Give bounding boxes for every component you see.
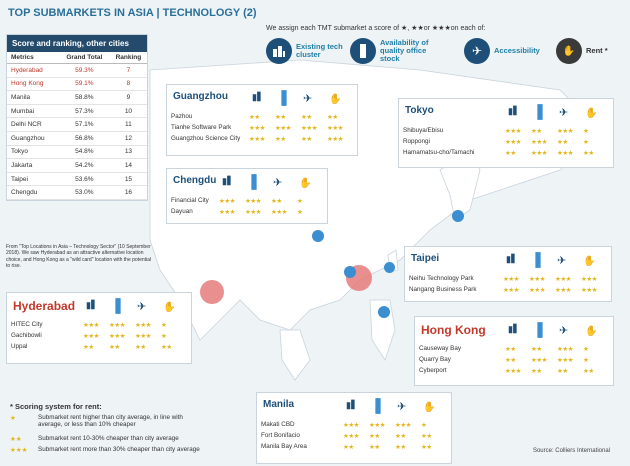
- legend-existing-tech: [266, 38, 356, 64]
- ranking-cell-total: 59.1%: [59, 77, 110, 91]
- ranking-table: [7, 52, 147, 200]
- submarket-name: Neihu Technology Park: [409, 275, 474, 282]
- city-name: Tokyo: [405, 105, 434, 116]
- ranking-cell-total: 53.0%: [59, 186, 110, 200]
- submarket-name: Hamamatsu-cho/Tamachi: [403, 149, 475, 156]
- legend-label: Accessibility: [494, 45, 540, 55]
- ranking-cell-total: 54.8%: [59, 145, 110, 159]
- office-tower-icon: [533, 103, 551, 123]
- office-tower-icon: [111, 297, 129, 317]
- score-stars: ★★: [369, 444, 380, 451]
- score-stars: ★★★: [505, 128, 521, 135]
- rent-hand-icon: ✋: [585, 326, 598, 337]
- score-stars: ★★★: [219, 209, 235, 216]
- score-stars: ★★★: [557, 357, 573, 364]
- score-stars: ★★★: [557, 128, 573, 135]
- ranking-cell-city: Chengdu: [7, 186, 59, 200]
- score-stars: ★★★: [245, 198, 261, 205]
- score-stars: ★★★: [555, 276, 571, 283]
- manila-dot: [378, 306, 390, 318]
- ranking-cell-total: 56.8%: [59, 131, 110, 145]
- score-stars: ★★: [505, 150, 516, 157]
- ranking-cell-rank: 8: [110, 77, 147, 91]
- score-stars: ★★★: [301, 125, 317, 132]
- ranking-cell-total: 58.8%: [59, 91, 110, 105]
- score-stars: ★★: [583, 368, 594, 375]
- ranking-cell-total: 54.2%: [59, 159, 110, 173]
- col-grand-total: Grand Total: [59, 52, 110, 64]
- ranking-row: [7, 77, 147, 91]
- score-stars: ★★: [83, 344, 94, 351]
- ranking-cell-rank: 13: [110, 145, 147, 159]
- office-tower-icon: [277, 89, 295, 109]
- score-stars: ★★: [301, 114, 312, 121]
- score-stars: ★★★: [109, 333, 125, 340]
- submarket-name: Causeway Bay: [419, 345, 461, 352]
- score-stars: ★★: [135, 344, 146, 351]
- card-hongkong: [414, 316, 614, 386]
- buildings-icon: [507, 103, 525, 123]
- score-stars: ★★★: [343, 422, 359, 429]
- legend-label: Existing tech cluster: [296, 41, 343, 59]
- ranking-cell-city: Tokyo: [7, 145, 59, 159]
- submarket-name: Uppal: [11, 343, 28, 350]
- guangzhou-dot: [344, 266, 356, 278]
- score-stars: ★★: [249, 114, 260, 121]
- submarket-name: Manila Bay Area: [261, 443, 307, 450]
- score-stars: ★★: [505, 346, 516, 353]
- score-stars: ★★: [421, 444, 432, 451]
- submarket-name: Pazhou: [171, 113, 193, 120]
- scoring-title: * Scoring system for rent:: [10, 402, 102, 411]
- score-stars: ★★★: [109, 322, 125, 329]
- ranking-row: [7, 91, 147, 105]
- rent-hand-icon: ✋: [423, 402, 436, 413]
- ranking-cell-city: Delhi NCR: [7, 118, 59, 132]
- scoring-text: Submarket rent more than 30% cheaper than city average: [38, 446, 200, 453]
- ranking-cell-total: 57.1%: [59, 118, 110, 132]
- scoring-stars: ★★: [10, 436, 22, 443]
- score-stars: ★★★: [505, 368, 521, 375]
- rent-hand-icon: ✋: [329, 94, 342, 105]
- ranking-table-panel: [6, 34, 148, 201]
- ranking-row: [7, 118, 147, 132]
- score-stars: ★★: [531, 346, 542, 353]
- score-stars: ★★★: [245, 209, 261, 216]
- airplane-icon: ✈: [557, 255, 567, 267]
- score-stars: ★★★: [503, 276, 519, 283]
- card-guangzhou: [166, 84, 358, 156]
- office-tower-icon: [247, 173, 265, 193]
- taipei-dot: [384, 262, 395, 273]
- score-stars: ★★★: [503, 287, 519, 294]
- airplane-icon: ✈: [464, 38, 490, 64]
- score-stars: ★★★: [271, 209, 287, 216]
- score-stars: ★★: [557, 368, 568, 375]
- submarket-name: Quarry Bay: [419, 356, 451, 363]
- legend-label: Rent *: [586, 45, 608, 55]
- score-stars: ★★★: [557, 346, 573, 353]
- score-stars: ★★★: [83, 333, 99, 340]
- score-stars: ★★: [583, 150, 594, 157]
- scoring-stars: ★: [10, 415, 16, 422]
- score-stars: ★★: [327, 114, 338, 121]
- hyderabad-bubble: [200, 280, 224, 304]
- submarket-name: Financial City: [171, 197, 209, 204]
- tokyo-dot: [452, 210, 464, 222]
- submarket-name: Cyberport: [419, 367, 447, 374]
- rent-hand-icon: ✋: [163, 302, 176, 313]
- ranking-cell-rank: 11: [110, 118, 147, 132]
- airplane-icon: ✈: [303, 93, 313, 105]
- legend-office-stock: [350, 38, 440, 64]
- city-name: Chengdu: [173, 175, 217, 186]
- scoring-row: [10, 435, 179, 443]
- ranking-cell-city: Jakarta: [7, 159, 59, 173]
- score-stars: ★★★: [327, 136, 343, 143]
- score-stars: ★★★: [557, 150, 573, 157]
- score-stars: ★: [421, 422, 427, 429]
- score-stars: ★★: [505, 357, 516, 364]
- legend-label: Availability of quality office stock: [380, 37, 429, 64]
- ranking-cell-city: Guangzhou: [7, 131, 59, 145]
- score-stars: ★: [161, 322, 167, 329]
- card-manila: [256, 392, 452, 464]
- submarket-name: HITEC City: [11, 321, 43, 328]
- ranking-row: [7, 159, 147, 173]
- ranking-cell-rank: 16: [110, 186, 147, 200]
- submarket-name: Makati CBD: [261, 421, 295, 428]
- score-stars: ★★★: [529, 276, 545, 283]
- submarket-name: Fort Bonifacio: [261, 432, 300, 439]
- ranking-cell-total: 57.3%: [59, 104, 110, 118]
- city-name: Manila: [263, 399, 295, 410]
- rent-hand-icon: ✋: [299, 178, 312, 189]
- ranking-row: [7, 186, 147, 200]
- score-stars: ★★: [531, 368, 542, 375]
- submarket-name: Shibuya/Ebisu: [403, 127, 444, 134]
- score-stars: ★★★: [135, 333, 151, 340]
- ranking-row: [7, 131, 147, 145]
- submarket-name: Nangang Business Park: [409, 286, 477, 293]
- score-stars: ★★★: [249, 136, 265, 143]
- score-stars: ★★: [369, 433, 380, 440]
- ranking-cell-city: Taipei: [7, 172, 59, 186]
- score-stars: ★★★: [83, 322, 99, 329]
- buildings-icon: [85, 297, 103, 317]
- score-stars: ★★★: [505, 139, 521, 146]
- score-stars: ★★★: [369, 422, 385, 429]
- score-stars: ★★★: [529, 287, 545, 294]
- score-stars: ★: [297, 198, 303, 205]
- ranking-cell-rank: 7: [110, 64, 147, 78]
- ranking-cell-total: 53.6%: [59, 172, 110, 186]
- card-taipei: [404, 246, 612, 302]
- source-note: Source: Colliers International: [532, 448, 610, 454]
- page-title: TOP SUBMARKETS IN ASIA | TECHNOLOGY (2): [8, 7, 257, 19]
- ranking-row: [7, 145, 147, 159]
- score-stars: ★★★: [581, 276, 597, 283]
- score-stars: ★★★: [531, 357, 547, 364]
- score-stars: ★★: [421, 433, 432, 440]
- score-stars: ★★★: [531, 150, 547, 157]
- office-tower-icon: [371, 397, 389, 417]
- score-stars: ★: [583, 128, 589, 135]
- ranking-cell-rank: 14: [110, 159, 147, 173]
- card-chengdu: [166, 168, 328, 224]
- score-stars: ★★: [109, 344, 120, 351]
- score-stars: ★★★: [395, 422, 411, 429]
- scoring-row: [10, 414, 208, 428]
- submarket-name: Dayuan: [171, 208, 193, 215]
- score-header-note: We assign each TMT submarket a score of ★, ★★or ★★★on each of:: [266, 25, 486, 32]
- ranking-title: Score and ranking, other cities: [7, 35, 147, 52]
- submarket-name: Gachibowli: [11, 332, 42, 339]
- score-stars: ★★★: [531, 139, 547, 146]
- city-name: Guangzhou: [173, 91, 228, 102]
- office-tower-icon: [533, 321, 551, 341]
- score-stars: ★: [583, 139, 589, 146]
- airplane-icon: ✈: [559, 325, 569, 337]
- score-stars: ★★: [301, 136, 312, 143]
- buildings-icon: [266, 38, 292, 64]
- score-stars: ★★★: [135, 322, 151, 329]
- score-stars: ★★: [343, 444, 354, 451]
- ranking-row: [7, 64, 147, 78]
- submarket-name: Tianhe Software Park: [171, 124, 232, 131]
- score-stars: ★★★: [327, 125, 343, 132]
- ranking-cell-rank: 12: [110, 131, 147, 145]
- ranking-cell-total: 59.3%: [59, 64, 110, 78]
- col-ranking: Ranking: [110, 52, 147, 64]
- ranking-cell-rank: 15: [110, 172, 147, 186]
- score-stars: ★★: [531, 128, 542, 135]
- buildings-icon: [221, 173, 239, 193]
- legend-accessibility: [464, 38, 554, 64]
- score-stars: ★★★: [275, 125, 291, 132]
- score-stars: ★: [583, 346, 589, 353]
- office-tower-icon: [350, 38, 376, 64]
- ranking-cell-rank: 9: [110, 91, 147, 105]
- card-tokyo: [398, 98, 614, 168]
- score-stars: ★★★: [249, 125, 265, 132]
- ranking-note: From "Top Locations in Asia – Technology Sector" (10 September 2018). We saw Hyderabad as an attractive alternative location choice, and Hong Kong as a "wild card" location with the potential to rise.: [6, 244, 152, 269]
- score-stars: ★: [583, 357, 589, 364]
- ranking-row: [7, 172, 147, 186]
- airplane-icon: ✈: [273, 177, 283, 189]
- score-stars: ★★: [271, 198, 282, 205]
- airplane-icon: ✈: [137, 301, 147, 313]
- ranking-cell-city: Hyderabad: [7, 64, 59, 78]
- score-stars: ★: [161, 333, 167, 340]
- score-stars: ★★★: [219, 198, 235, 205]
- ranking-cell-city: Mumbai: [7, 104, 59, 118]
- score-stars: ★★★: [581, 287, 597, 294]
- score-stars: ★★: [395, 433, 406, 440]
- city-name: Hong Kong: [421, 323, 486, 337]
- rent-hand-icon: ✋: [585, 108, 598, 119]
- scoring-text: Submarket rent higher than city average, in line with average, or less than 10% cheaper: [38, 414, 183, 428]
- airplane-icon: ✈: [397, 401, 407, 413]
- chengdu-dot: [312, 230, 324, 242]
- card-hyderabad: [6, 292, 192, 364]
- submarket-name: Guangzhou Science City: [171, 135, 241, 142]
- buildings-icon: [507, 321, 525, 341]
- score-stars: ★: [297, 209, 303, 216]
- city-name: Hyderabad: [13, 299, 76, 313]
- scoring-text: Submarket rent 10-30% cheaper than city average: [38, 435, 179, 442]
- scoring-row: [10, 446, 200, 454]
- score-stars: ★★: [161, 344, 172, 351]
- rent-hand-icon: ✋: [556, 38, 582, 64]
- col-metrics: Metrics: [7, 52, 59, 64]
- score-stars: ★★: [557, 139, 568, 146]
- score-stars: ★★★: [343, 433, 359, 440]
- ranking-row: [7, 104, 147, 118]
- submarket-name: Roppongi: [403, 138, 430, 145]
- ranking-cell-rank: 10: [110, 104, 147, 118]
- legend-rent: [556, 38, 626, 64]
- ranking-cell-city: Manila: [7, 91, 59, 105]
- score-stars: ★★: [275, 136, 286, 143]
- city-name: Taipei: [411, 253, 440, 264]
- airplane-icon: ✈: [559, 107, 569, 119]
- rent-hand-icon: ✋: [583, 256, 596, 267]
- buildings-icon: [505, 251, 523, 271]
- scoring-stars: ★★★: [10, 447, 28, 454]
- score-stars: ★★★: [555, 287, 571, 294]
- office-tower-icon: [531, 251, 549, 271]
- buildings-icon: [251, 89, 269, 109]
- ranking-cell-city: Hong Kong: [7, 77, 59, 91]
- buildings-icon: [345, 397, 363, 417]
- score-stars: ★★: [275, 114, 286, 121]
- score-stars: ★★: [395, 444, 406, 451]
